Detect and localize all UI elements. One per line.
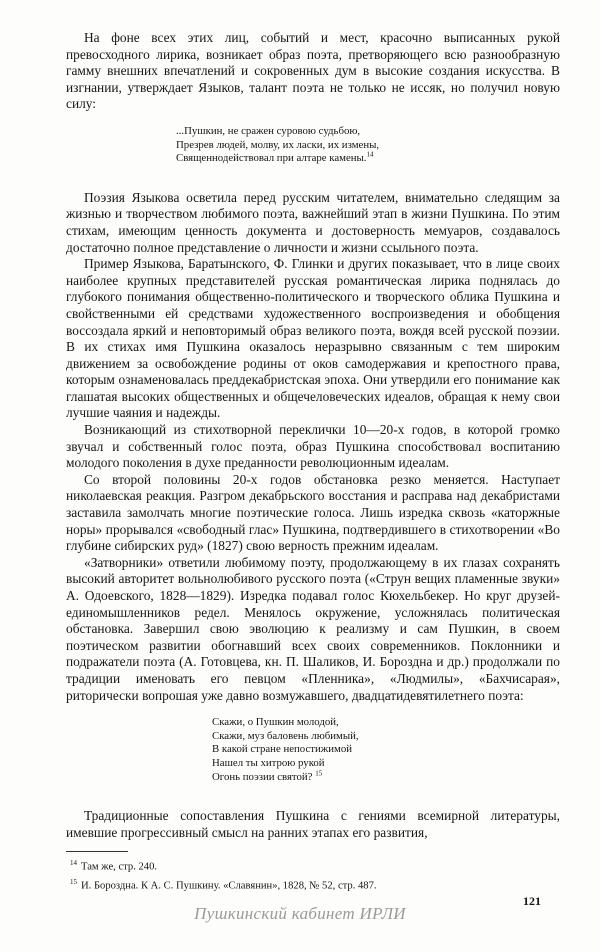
footnote-ref-15[interactable]: 15 <box>315 768 323 777</box>
watermark: Пушкинский кабинет ИРЛИ <box>194 904 406 923</box>
paragraph-4: Возникающий из стихотворной переклички 10—20-х годов, в которой громко звучал и собственный голос поэта, образ Пушкина способствовал воспитанию молодого поколения в духе преданности революционным идеалам. <box>66 422 560 471</box>
verse-line: Скажи, муз баловень любимый, <box>212 729 359 742</box>
footnote-divider <box>66 851 128 852</box>
verse-quote-borozdna <box>212 716 560 784</box>
verse-quote-yazykov <box>176 125 560 166</box>
paragraph-6: «Затворники» ответили любимому поэту, продолжающему в их глазах сохранять высокий авторитет вольнолюбивого русского поэта («Струн вещих пламенные звуки» А. Одоевского, 1828—1829). Изредка подавал голос Кюхельбекер. Но круг друзей-единомышленников редел. Менялось окружение, усложнялась политическая обстановка. Завершил свою эволюцию к реализму и сам Пушкин, в своем поэтическом развитии обогнавший всех своих современников. Поклонники и подражатели поэта (А. Готовцева, кн. П. Шаликов, И. Бороздна и др.) продолжали по традиции именовать его певцом «Пленника», «Людмилы», «Бахчисарая», риторически вопрошая уже давно возмужавшего, двадцатидевятилетнего поэта: <box>66 554 560 703</box>
footnote-15: $^{15}$ И. Бороздна. К А. С. Пушкину. «Славянин», 1828, № 52, стр. 487. <box>70 877 377 892</box>
verse-line: Презрев людей, молву, их ласки, их измены, <box>176 138 380 151</box>
verse-line: ...Пушкин, не сражен суровою судьбою, <box>176 124 361 137</box>
verse-line: Огонь поэзии святой? $^{15}$ <box>212 768 323 783</box>
paragraph-7: Традиционные сопоставления Пушкина с гениями всемирной литературы, имевшие прогрессивный смысл на ранних этапах его развития, <box>66 808 560 840</box>
footnote-ref-14[interactable]: 14 <box>366 150 374 159</box>
verse-line: В какой стране непостижимой <box>212 743 353 756</box>
verse-line: Нашел ты хитрою рукой <box>212 756 325 769</box>
page-body <box>66 30 560 893</box>
paragraph-1: На фоне всех этих лиц, событий и мест, красочно выписанных рукой превосходного лирика, возникает образ поэта, претворяющего всю разнообразную гамму внешних впечатлений и сокровенных дум в высокие создания искусства. В изгнании, утверждает Языков, талант поэта не только не иссяк, но получил новую силу: <box>66 30 560 112</box>
paragraph-5: Со второй половины 20-х годов обстановка резко меняется. Наступает николаевская реакция. Разгром декабрьского восстания и расправа над декабристами заставила замолчать многие поэтические голоса. Лишь изредка сквозь «каторжные норы» прорывался «свободный глас» Пушкина, подтвердившего в стихотворении «Во глубине сибирских руд» (1827) свою верность прежним идеалам. <box>66 471 560 554</box>
page-number: 121 <box>523 894 541 908</box>
paragraph-2: Поэзия Языкова осветила перед русским читателем, внимательно следящим за жизнью и творчеством любимого поэта, важнейший этап в жизни Пушкина. По этим стихам, имеющим ценность документа и достоверность мемуаров, создавалось достаточно полное представление о личности и жизни ссыльного поэта. <box>66 189 560 255</box>
verse-line: Скажи, о Пушкин молодой, <box>212 716 339 729</box>
paragraph-3: Пример Языкова, Баратынского, Ф. Глинки и других показывает, что в лице своих наиболее крупных представителей русская романтическая лирика поднялась до глубокого понимания общественно-политического и творческого облика Пушкина и свойственными ей средствами художественного воспроизведения и обобщения воссоздала яркий и неповторимый образ великого поэта, вождя всей русской поэзии. В их стихах имя Пушкина оказалось неразрывно связанным с тем широким движением за освобождение родины от оков самодержавия и крепостного права, которым ознаменовалась преддекабристская эпоха. Они утвердили его понимание как глашатая высоких общественных и общечеловеческих идеалов, обращая к нему свои лучшие чаяния и надежды. <box>66 256 560 421</box>
footnote-14: $^{14}$ Там же, стр. 240. <box>70 859 158 873</box>
verse-line: Священнодействовал при алтаре камены.$^{14}$ <box>176 150 374 165</box>
